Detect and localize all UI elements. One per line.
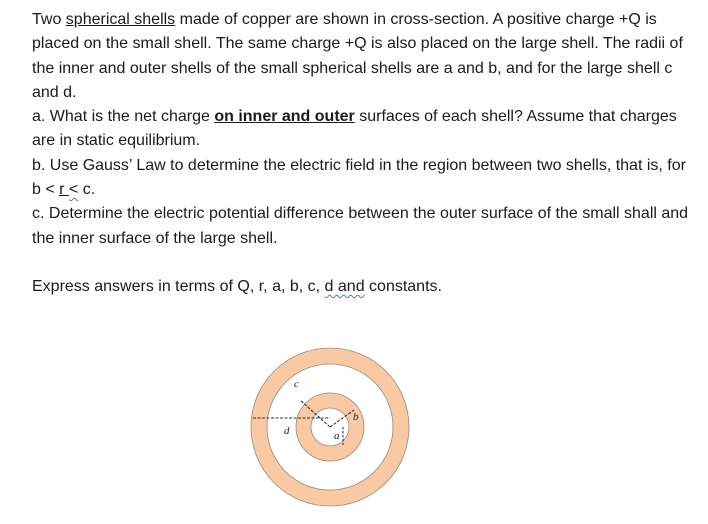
part-b-lt: < bbox=[68, 181, 79, 199]
label-c: c bbox=[294, 378, 299, 390]
label-a: a bbox=[334, 430, 340, 442]
part-b-r: r bbox=[59, 181, 69, 199]
express-text-2: constants. bbox=[364, 277, 442, 295]
part-a-text-2: surfaces of each shell? Assume that charges are in static equilibrium. bbox=[32, 108, 677, 150]
problem-intro bbox=[32, 8, 692, 105]
express-d-and: d and bbox=[324, 277, 365, 295]
part-c-text: c. Determine the electric potential difference between the outer surface of the small shall and the inner surface of the large shell. bbox=[32, 205, 689, 247]
part-c bbox=[32, 202, 692, 251]
part-b-text-2: c. bbox=[78, 181, 96, 199]
shells-figure bbox=[250, 347, 410, 507]
part-a-text-1: a. What is the net charge bbox=[32, 108, 215, 126]
part-b bbox=[32, 154, 692, 203]
express-text-1: Express answers in terms of Q, r, a, b, c, bbox=[32, 277, 325, 295]
label-d: d bbox=[284, 425, 290, 437]
problem-text bbox=[32, 8, 692, 299]
express-line bbox=[32, 275, 692, 299]
label-b: b bbox=[353, 411, 359, 423]
intro-underlined-term: spherical shells bbox=[65, 11, 176, 28]
intro-text-2: made of copper are shown in cross-section. A positive charge +Q is placed on the small shell. The same charge +Q is also placed on the large shell. The radii of the inner and outer shells of the small spherical shells are a and b, and for the large shell c and d. bbox=[32, 11, 683, 101]
shells-diagram bbox=[250, 347, 410, 507]
part-b-text-1: b. Use Gauss’ Law to determine the electric field in the region between two shells, that is, for b < bbox=[32, 156, 686, 199]
part-a-bold: on inner and outer bbox=[214, 108, 355, 126]
part-a bbox=[32, 105, 692, 154]
intro-text-1: Two bbox=[32, 11, 66, 28]
